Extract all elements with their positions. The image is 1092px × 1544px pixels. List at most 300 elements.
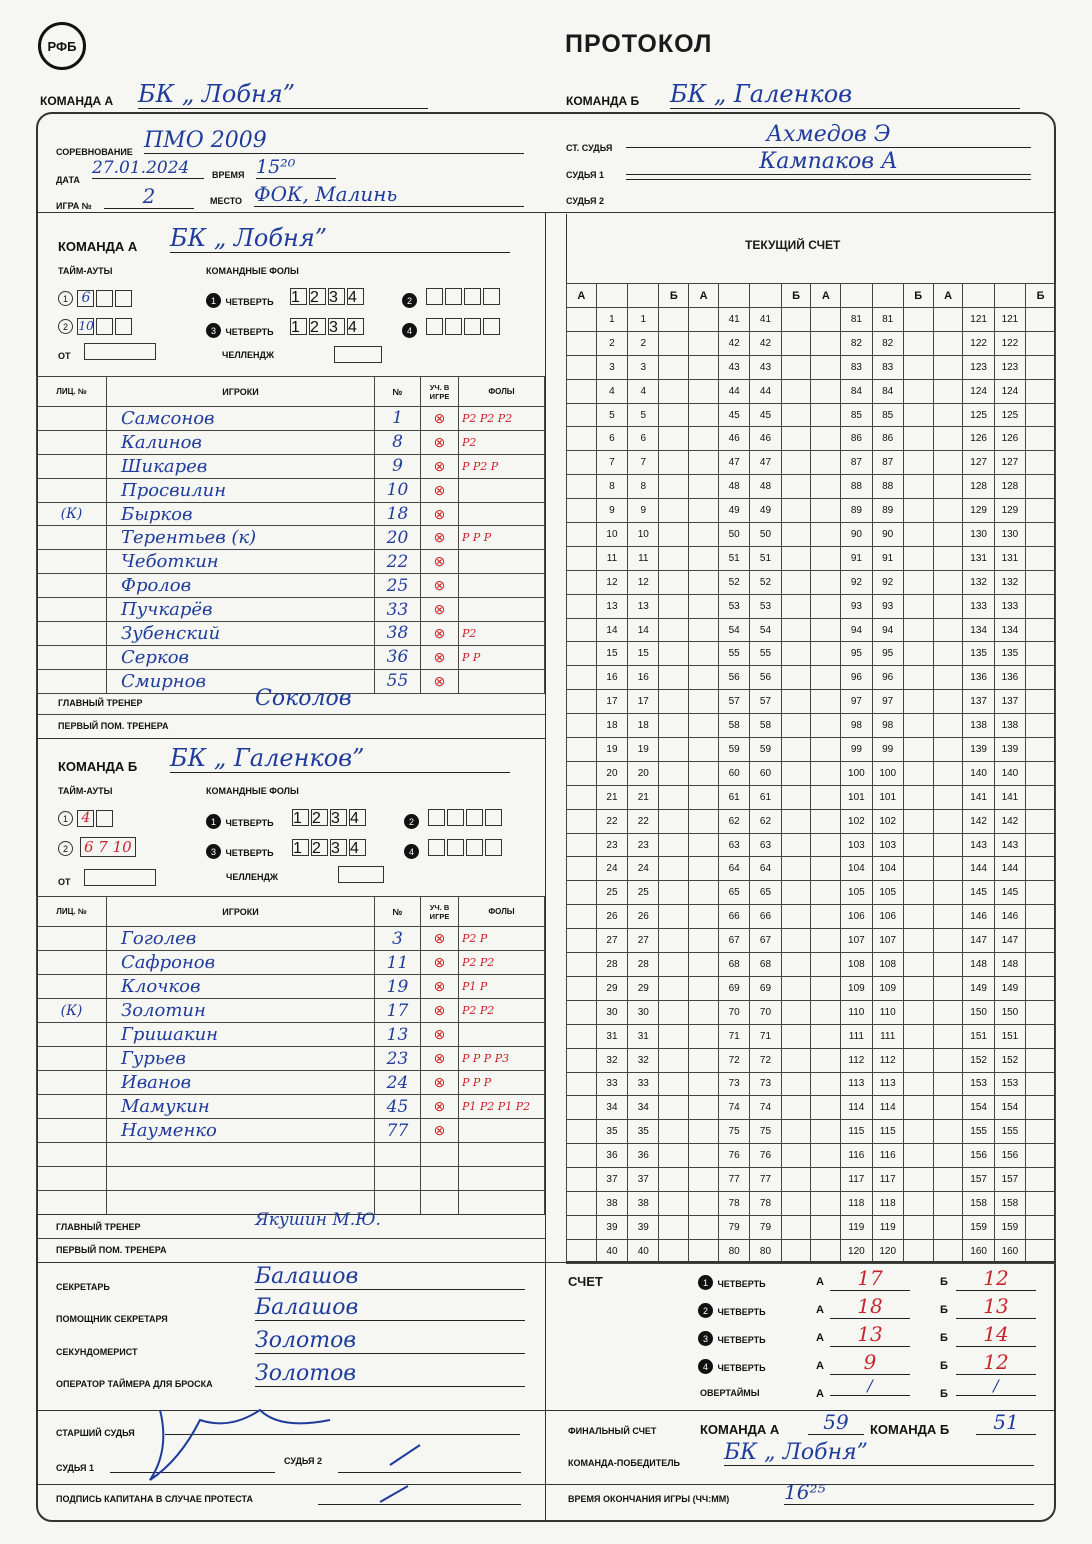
rs-point-cell[interactable]: 158 bbox=[994, 1191, 1025, 1215]
rs-point-cell[interactable]: 92 bbox=[841, 570, 872, 594]
rs-point-cell[interactable]: 26 bbox=[596, 905, 627, 929]
player-row[interactable] bbox=[37, 1047, 545, 1071]
rs-minute-cell[interactable] bbox=[567, 379, 597, 403]
rs-minute-cell[interactable] bbox=[1026, 1215, 1056, 1239]
rs-point-cell[interactable]: 89 bbox=[872, 499, 903, 523]
rs-minute-cell[interactable] bbox=[781, 1024, 811, 1048]
rs-minute-cell[interactable] bbox=[781, 618, 811, 642]
rs-point-cell[interactable]: 128 bbox=[994, 475, 1025, 499]
rs-point-cell[interactable]: 124 bbox=[994, 379, 1025, 403]
rs-minute-cell[interactable] bbox=[811, 881, 841, 905]
rs-point-cell[interactable]: 68 bbox=[750, 953, 781, 977]
rs-minute-cell[interactable] bbox=[659, 1024, 689, 1048]
rs-point-cell[interactable]: 124 bbox=[963, 379, 994, 403]
rs-minute-cell[interactable] bbox=[1026, 1096, 1056, 1120]
ref1-field[interactable]: Кампаков А bbox=[626, 149, 1031, 175]
rs-minute-cell[interactable] bbox=[811, 929, 841, 953]
player-fouls[interactable]: P2 bbox=[459, 622, 545, 646]
rs-minute-cell[interactable] bbox=[811, 1072, 841, 1096]
rs-point-cell[interactable]: 109 bbox=[872, 976, 903, 1000]
rs-minute-cell[interactable] bbox=[659, 690, 689, 714]
rs-minute-cell[interactable] bbox=[659, 833, 689, 857]
rs-point-cell[interactable]: 67 bbox=[719, 929, 750, 953]
rs-point-cell[interactable]: 59 bbox=[719, 738, 750, 762]
rs-minute-cell[interactable] bbox=[659, 403, 689, 427]
rs-minute-cell[interactable] bbox=[1026, 857, 1056, 881]
rs-point-cell[interactable]: 14 bbox=[628, 618, 659, 642]
rs-minute-cell[interactable] bbox=[567, 690, 597, 714]
rs-point-cell[interactable]: 49 bbox=[719, 499, 750, 523]
rs-minute-cell[interactable] bbox=[903, 905, 933, 929]
rs-minute-cell[interactable] bbox=[1026, 738, 1056, 762]
rs-point-cell[interactable]: 63 bbox=[719, 833, 750, 857]
player-number[interactable]: 22 bbox=[375, 550, 421, 574]
rs-point-cell[interactable]: 91 bbox=[872, 546, 903, 570]
rs-minute-cell[interactable] bbox=[903, 761, 933, 785]
rs-minute-cell[interactable] bbox=[903, 690, 933, 714]
rs-point-cell[interactable]: 93 bbox=[872, 594, 903, 618]
rs-minute-cell[interactable] bbox=[1026, 1072, 1056, 1096]
rs-minute-cell[interactable] bbox=[933, 881, 963, 905]
rs-point-cell[interactable]: 41 bbox=[750, 308, 781, 332]
player-number[interactable]: 33 bbox=[375, 598, 421, 622]
rs-minute-cell[interactable] bbox=[781, 809, 811, 833]
rs-point-cell[interactable]: 40 bbox=[628, 1239, 659, 1263]
rs-minute-cell[interactable] bbox=[659, 451, 689, 475]
rs-point-cell[interactable]: 3 bbox=[596, 355, 627, 379]
rs-minute-cell[interactable] bbox=[781, 785, 811, 809]
player-fouls[interactable] bbox=[459, 1143, 545, 1167]
rs-minute-cell[interactable] bbox=[903, 929, 933, 953]
team-b-challenge-box[interactable] bbox=[338, 866, 384, 883]
winner-field[interactable]: БК „ Лобня” bbox=[724, 1440, 1034, 1466]
rs-minute-cell[interactable] bbox=[781, 690, 811, 714]
rs-minute-cell[interactable] bbox=[903, 403, 933, 427]
rs-point-cell[interactable]: 141 bbox=[994, 785, 1025, 809]
team-a-timeout-box[interactable] bbox=[96, 318, 113, 335]
rs-minute-cell[interactable] bbox=[903, 594, 933, 618]
player-row[interactable] bbox=[37, 430, 545, 454]
team-a-name[interactable]: БК „ Лобня” bbox=[170, 224, 510, 253]
rs-minute-cell[interactable] bbox=[1026, 1144, 1056, 1168]
player-number[interactable]: 3 bbox=[375, 927, 421, 951]
rs-minute-cell[interactable] bbox=[1026, 905, 1056, 929]
rs-minute-cell[interactable] bbox=[933, 475, 963, 499]
player-in-game[interactable]: ⊗ bbox=[421, 1047, 459, 1071]
rs-minute-cell[interactable] bbox=[811, 738, 841, 762]
player-fouls[interactable]: P2 P2 bbox=[459, 951, 545, 975]
rs-minute-cell[interactable] bbox=[933, 1096, 963, 1120]
rs-point-cell[interactable]: 6 bbox=[596, 427, 627, 451]
rs-minute-cell[interactable] bbox=[903, 355, 933, 379]
rs-point-cell[interactable]: 87 bbox=[872, 451, 903, 475]
rs-minute-cell[interactable] bbox=[811, 714, 841, 738]
place-field[interactable]: ФОК, Малинь bbox=[254, 182, 524, 207]
rs-minute-cell[interactable] bbox=[903, 331, 933, 355]
rs-point-cell[interactable]: 31 bbox=[596, 1024, 627, 1048]
rs-minute-cell[interactable] bbox=[811, 308, 841, 332]
rs-point-cell[interactable]: 144 bbox=[963, 857, 994, 881]
rs-point-cell[interactable]: 75 bbox=[750, 1120, 781, 1144]
rs-point-cell[interactable]: 30 bbox=[596, 1000, 627, 1024]
team-b-name[interactable]: БК „ Галенков” bbox=[170, 744, 510, 773]
game-field[interactable]: 2 bbox=[104, 184, 194, 209]
rs-minute-cell[interactable] bbox=[811, 594, 841, 618]
player-row[interactable] bbox=[37, 645, 545, 669]
rs-point-cell[interactable]: 153 bbox=[994, 1072, 1025, 1096]
player-name[interactable]: Сафронов bbox=[107, 951, 375, 975]
rs-point-cell[interactable]: 20 bbox=[596, 761, 627, 785]
rs-point-cell[interactable]: 5 bbox=[628, 403, 659, 427]
rs-minute-cell[interactable] bbox=[811, 1096, 841, 1120]
rs-minute-cell[interactable] bbox=[1026, 1024, 1056, 1048]
rs-point-cell[interactable]: 129 bbox=[994, 499, 1025, 523]
rs-point-cell[interactable]: 128 bbox=[963, 475, 994, 499]
rs-point-cell[interactable]: 24 bbox=[628, 857, 659, 881]
rs-point-cell[interactable]: 148 bbox=[963, 953, 994, 977]
team-a-timeout-box[interactable] bbox=[115, 318, 132, 335]
rs-point-cell[interactable]: 74 bbox=[719, 1096, 750, 1120]
rs-minute-cell[interactable] bbox=[811, 905, 841, 929]
player-number[interactable]: 45 bbox=[375, 1095, 421, 1119]
rs-minute-cell[interactable] bbox=[903, 785, 933, 809]
rs-minute-cell[interactable] bbox=[811, 1048, 841, 1072]
rs-point-cell[interactable]: 158 bbox=[963, 1191, 994, 1215]
player-lic[interactable] bbox=[37, 407, 107, 431]
player-lic[interactable] bbox=[37, 1167, 107, 1191]
rs-minute-cell[interactable] bbox=[567, 308, 597, 332]
rs-point-cell[interactable]: 92 bbox=[872, 570, 903, 594]
rs-point-cell[interactable]: 107 bbox=[841, 929, 872, 953]
player-row[interactable] bbox=[37, 1071, 545, 1095]
rs-point-cell[interactable]: 39 bbox=[628, 1215, 659, 1239]
player-row[interactable] bbox=[37, 951, 545, 975]
player-in-game[interactable]: ⊗ bbox=[421, 1119, 459, 1143]
rs-point-cell[interactable]: 38 bbox=[628, 1191, 659, 1215]
rs-minute-cell[interactable] bbox=[933, 738, 963, 762]
rs-point-cell[interactable]: 36 bbox=[628, 1144, 659, 1168]
rs-point-cell[interactable]: 44 bbox=[750, 379, 781, 403]
rs-minute-cell[interactable] bbox=[567, 546, 597, 570]
rs-minute-cell[interactable] bbox=[689, 331, 719, 355]
team-a-timeout-box[interactable]: 10 bbox=[78, 319, 94, 334]
rs-point-cell[interactable]: 79 bbox=[750, 1215, 781, 1239]
rs-minute-cell[interactable] bbox=[903, 618, 933, 642]
rs-point-cell[interactable]: 152 bbox=[994, 1048, 1025, 1072]
rs-minute-cell[interactable] bbox=[659, 499, 689, 523]
rs-minute-cell[interactable] bbox=[1026, 1168, 1056, 1192]
rs-minute-cell[interactable] bbox=[903, 666, 933, 690]
rs-minute-cell[interactable] bbox=[689, 403, 719, 427]
rs-point-cell[interactable]: 72 bbox=[750, 1048, 781, 1072]
rs-minute-cell[interactable] bbox=[811, 451, 841, 475]
rs-minute-cell[interactable] bbox=[1026, 1120, 1056, 1144]
rs-minute-cell[interactable] bbox=[689, 761, 719, 785]
rs-minute-cell[interactable] bbox=[903, 1168, 933, 1192]
rs-minute-cell[interactable] bbox=[781, 1000, 811, 1024]
rs-minute-cell[interactable] bbox=[567, 857, 597, 881]
rs-minute-cell[interactable] bbox=[689, 1144, 719, 1168]
player-fouls[interactable] bbox=[459, 669, 545, 693]
rs-minute-cell[interactable] bbox=[903, 427, 933, 451]
rs-minute-cell[interactable] bbox=[567, 427, 597, 451]
rs-minute-cell[interactable] bbox=[781, 905, 811, 929]
rs-point-cell[interactable]: 123 bbox=[963, 355, 994, 379]
rs-minute-cell[interactable] bbox=[659, 929, 689, 953]
rs-point-cell[interactable]: 122 bbox=[963, 331, 994, 355]
rs-point-cell[interactable]: 113 bbox=[841, 1072, 872, 1096]
rs-point-cell[interactable]: 18 bbox=[628, 714, 659, 738]
rs-point-cell[interactable]: 15 bbox=[596, 642, 627, 666]
team-b-timeout-box[interactable]: 6 7 10 bbox=[80, 837, 136, 857]
rs-point-cell[interactable]: 156 bbox=[963, 1144, 994, 1168]
rs-minute-cell[interactable] bbox=[659, 1072, 689, 1096]
rs-point-cell[interactable]: 60 bbox=[750, 761, 781, 785]
rs-minute-cell[interactable] bbox=[903, 379, 933, 403]
rs-point-cell[interactable]: 80 bbox=[719, 1239, 750, 1263]
rs-point-cell[interactable]: 150 bbox=[963, 1000, 994, 1024]
player-in-game[interactable] bbox=[421, 1167, 459, 1191]
rs-point-cell[interactable]: 1 bbox=[628, 308, 659, 332]
rs-point-cell[interactable]: 125 bbox=[963, 403, 994, 427]
rs-minute-cell[interactable] bbox=[1026, 714, 1056, 738]
rs-minute-cell[interactable] bbox=[567, 594, 597, 618]
rs-minute-cell[interactable] bbox=[567, 929, 597, 953]
rs-minute-cell[interactable] bbox=[933, 1191, 963, 1215]
rs-point-cell[interactable]: 83 bbox=[872, 355, 903, 379]
player-number[interactable]: 20 bbox=[375, 526, 421, 550]
rs-minute-cell[interactable] bbox=[933, 905, 963, 929]
rs-point-cell[interactable]: 7 bbox=[596, 451, 627, 475]
rs-point-cell[interactable]: 133 bbox=[963, 594, 994, 618]
rs-minute-cell[interactable] bbox=[811, 690, 841, 714]
rs-point-cell[interactable]: 116 bbox=[841, 1144, 872, 1168]
rs-point-cell[interactable]: 63 bbox=[750, 833, 781, 857]
rs-point-cell[interactable]: 35 bbox=[628, 1120, 659, 1144]
quarter-a-score[interactable]: 17 bbox=[830, 1266, 910, 1291]
player-lic[interactable] bbox=[37, 430, 107, 454]
rs-minute-cell[interactable] bbox=[811, 1000, 841, 1024]
rs-point-cell[interactable]: 53 bbox=[750, 594, 781, 618]
rs-minute-cell[interactable] bbox=[933, 546, 963, 570]
rs-minute-cell[interactable] bbox=[781, 1048, 811, 1072]
rs-minute-cell[interactable] bbox=[811, 1168, 841, 1192]
player-in-game[interactable]: ⊗ bbox=[421, 975, 459, 999]
rs-minute-cell[interactable] bbox=[933, 809, 963, 833]
player-fouls[interactable] bbox=[459, 1191, 545, 1215]
rs-point-cell[interactable]: 114 bbox=[841, 1096, 872, 1120]
rs-point-cell[interactable]: 110 bbox=[872, 1000, 903, 1024]
rs-minute-cell[interactable] bbox=[781, 1215, 811, 1239]
rs-point-cell[interactable]: 25 bbox=[596, 881, 627, 905]
rs-point-cell[interactable]: 138 bbox=[994, 714, 1025, 738]
rs-minute-cell[interactable] bbox=[903, 738, 933, 762]
rs-point-cell[interactable]: 14 bbox=[596, 618, 627, 642]
rs-point-cell[interactable]: 64 bbox=[719, 857, 750, 881]
rs-minute-cell[interactable] bbox=[1026, 761, 1056, 785]
rs-minute-cell[interactable] bbox=[689, 475, 719, 499]
rs-minute-cell[interactable] bbox=[1026, 523, 1056, 547]
player-row[interactable] bbox=[37, 975, 545, 999]
rs-minute-cell[interactable] bbox=[659, 379, 689, 403]
rs-minute-cell[interactable] bbox=[903, 714, 933, 738]
rs-minute-cell[interactable] bbox=[659, 1191, 689, 1215]
rs-minute-cell[interactable] bbox=[933, 857, 963, 881]
rs-minute-cell[interactable] bbox=[659, 475, 689, 499]
rs-minute-cell[interactable] bbox=[781, 1072, 811, 1096]
rs-point-cell[interactable]: 81 bbox=[841, 308, 872, 332]
rs-minute-cell[interactable] bbox=[689, 881, 719, 905]
player-name[interactable]: Серков bbox=[107, 645, 375, 669]
rs-minute-cell[interactable] bbox=[903, 546, 933, 570]
rs-point-cell[interactable]: 90 bbox=[872, 523, 903, 547]
rs-point-cell[interactable]: 79 bbox=[719, 1215, 750, 1239]
rs-point-cell[interactable]: 140 bbox=[963, 761, 994, 785]
rs-minute-cell[interactable] bbox=[781, 666, 811, 690]
rs-point-cell[interactable]: 65 bbox=[719, 881, 750, 905]
rs-minute-cell[interactable] bbox=[567, 451, 597, 475]
rs-minute-cell[interactable] bbox=[781, 761, 811, 785]
rs-minute-cell[interactable] bbox=[903, 523, 933, 547]
rs-minute-cell[interactable] bbox=[567, 714, 597, 738]
rs-point-cell[interactable]: 50 bbox=[750, 523, 781, 547]
rs-minute-cell[interactable] bbox=[933, 308, 963, 332]
ot-b-field[interactable]: / bbox=[956, 1376, 1036, 1396]
player-in-game[interactable]: ⊗ bbox=[421, 999, 459, 1023]
rs-minute-cell[interactable] bbox=[689, 809, 719, 833]
rs-point-cell[interactable]: 110 bbox=[841, 1000, 872, 1024]
rs-point-cell[interactable]: 85 bbox=[872, 403, 903, 427]
rs-point-cell[interactable]: 9 bbox=[596, 499, 627, 523]
rs-minute-cell[interactable] bbox=[567, 1000, 597, 1024]
rs-point-cell[interactable]: 12 bbox=[596, 570, 627, 594]
rs-point-cell[interactable]: 108 bbox=[872, 953, 903, 977]
rs-minute-cell[interactable] bbox=[781, 403, 811, 427]
rs-minute-cell[interactable] bbox=[689, 785, 719, 809]
player-in-game[interactable]: ⊗ bbox=[421, 598, 459, 622]
team-a-timeout-box[interactable]: 6 bbox=[77, 290, 94, 307]
rs-point-cell[interactable]: 113 bbox=[872, 1072, 903, 1096]
rs-minute-cell[interactable] bbox=[567, 1072, 597, 1096]
rs-point-cell[interactable]: 73 bbox=[719, 1072, 750, 1096]
rs-minute-cell[interactable] bbox=[567, 738, 597, 762]
player-fouls[interactable]: P P P bbox=[459, 1071, 545, 1095]
rs-point-cell[interactable]: 135 bbox=[994, 642, 1025, 666]
rs-point-cell[interactable]: 48 bbox=[750, 475, 781, 499]
rs-minute-cell[interactable] bbox=[1026, 1191, 1056, 1215]
rs-point-cell[interactable]: 156 bbox=[994, 1144, 1025, 1168]
rs-point-cell[interactable]: 45 bbox=[719, 403, 750, 427]
quarter-a-score[interactable]: 18 bbox=[830, 1294, 910, 1319]
rs-point-cell[interactable]: 59 bbox=[750, 738, 781, 762]
rs-point-cell[interactable]: 112 bbox=[872, 1048, 903, 1072]
rs-point-cell[interactable]: 61 bbox=[719, 785, 750, 809]
rs-point-cell[interactable]: 96 bbox=[841, 666, 872, 690]
rs-minute-cell[interactable] bbox=[1026, 690, 1056, 714]
rs-minute-cell[interactable] bbox=[659, 594, 689, 618]
player-lic[interactable] bbox=[37, 622, 107, 646]
rs-minute-cell[interactable] bbox=[567, 1096, 597, 1120]
rs-point-cell[interactable]: 42 bbox=[750, 331, 781, 355]
rs-point-cell[interactable]: 159 bbox=[963, 1215, 994, 1239]
rs-minute-cell[interactable] bbox=[933, 618, 963, 642]
rs-minute-cell[interactable] bbox=[903, 1024, 933, 1048]
rs-point-cell[interactable]: 94 bbox=[872, 618, 903, 642]
rs-point-cell[interactable]: 139 bbox=[963, 738, 994, 762]
rs-point-cell[interactable]: 109 bbox=[841, 976, 872, 1000]
rs-minute-cell[interactable] bbox=[811, 570, 841, 594]
rs-point-cell[interactable]: 70 bbox=[719, 1000, 750, 1024]
rs-minute-cell[interactable] bbox=[689, 1096, 719, 1120]
rs-point-cell[interactable]: 71 bbox=[719, 1024, 750, 1048]
player-in-game[interactable]: ⊗ bbox=[421, 502, 459, 526]
rs-minute-cell[interactable] bbox=[659, 1168, 689, 1192]
rs-minute-cell[interactable] bbox=[689, 953, 719, 977]
rs-point-cell[interactable]: 51 bbox=[750, 546, 781, 570]
team-a-head-coach-value[interactable]: Соколов bbox=[255, 686, 352, 711]
rs-point-cell[interactable]: 118 bbox=[841, 1191, 872, 1215]
rs-point-cell[interactable]: 117 bbox=[841, 1168, 872, 1192]
rs-minute-cell[interactable] bbox=[903, 642, 933, 666]
rs-point-cell[interactable]: 9 bbox=[628, 499, 659, 523]
player-number[interactable]: 10 bbox=[375, 478, 421, 502]
rs-minute-cell[interactable] bbox=[689, 905, 719, 929]
rs-point-cell[interactable]: 69 bbox=[719, 976, 750, 1000]
rs-minute-cell[interactable] bbox=[567, 1168, 597, 1192]
rs-minute-cell[interactable] bbox=[811, 1024, 841, 1048]
player-in-game[interactable]: ⊗ bbox=[421, 1095, 459, 1119]
player-number[interactable]: 38 bbox=[375, 622, 421, 646]
player-name[interactable]: Смирнов bbox=[107, 669, 375, 693]
rs-minute-cell[interactable] bbox=[1026, 1239, 1056, 1263]
rs-point-cell[interactable]: 136 bbox=[994, 666, 1025, 690]
rs-point-cell[interactable]: 71 bbox=[750, 1024, 781, 1048]
rs-minute-cell[interactable] bbox=[1026, 331, 1056, 355]
rs-point-cell[interactable]: 2 bbox=[628, 331, 659, 355]
rs-minute-cell[interactable] bbox=[781, 570, 811, 594]
rs-point-cell[interactable]: 137 bbox=[994, 690, 1025, 714]
player-lic[interactable]: (К) bbox=[37, 502, 107, 526]
rs-minute-cell[interactable] bbox=[903, 1096, 933, 1120]
rs-minute-cell[interactable] bbox=[659, 785, 689, 809]
rs-point-cell[interactable]: 66 bbox=[719, 905, 750, 929]
rs-point-cell[interactable]: 55 bbox=[750, 642, 781, 666]
rs-point-cell[interactable]: 66 bbox=[750, 905, 781, 929]
player-lic[interactable] bbox=[37, 550, 107, 574]
rs-point-cell[interactable]: 46 bbox=[750, 427, 781, 451]
rs-point-cell[interactable]: 1 bbox=[596, 308, 627, 332]
rs-point-cell[interactable]: 50 bbox=[719, 523, 750, 547]
rs-minute-cell[interactable] bbox=[1026, 785, 1056, 809]
rs-point-cell[interactable]: 160 bbox=[963, 1239, 994, 1263]
rs-minute-cell[interactable] bbox=[689, 714, 719, 738]
rs-point-cell[interactable]: 49 bbox=[750, 499, 781, 523]
player-in-game[interactable]: ⊗ bbox=[421, 550, 459, 574]
rs-minute-cell[interactable] bbox=[933, 976, 963, 1000]
player-number[interactable]: 11 bbox=[375, 951, 421, 975]
rs-minute-cell[interactable] bbox=[811, 499, 841, 523]
rs-point-cell[interactable]: 70 bbox=[750, 1000, 781, 1024]
rs-point-cell[interactable]: 65 bbox=[750, 881, 781, 905]
rs-point-cell[interactable]: 140 bbox=[994, 761, 1025, 785]
rs-point-cell[interactable]: 57 bbox=[750, 690, 781, 714]
rs-point-cell[interactable]: 104 bbox=[841, 857, 872, 881]
rs-point-cell[interactable]: 87 bbox=[841, 451, 872, 475]
rs-point-cell[interactable]: 144 bbox=[994, 857, 1025, 881]
rs-minute-cell[interactable] bbox=[781, 976, 811, 1000]
rs-point-cell[interactable]: 146 bbox=[994, 905, 1025, 929]
rs-minute-cell[interactable] bbox=[659, 809, 689, 833]
